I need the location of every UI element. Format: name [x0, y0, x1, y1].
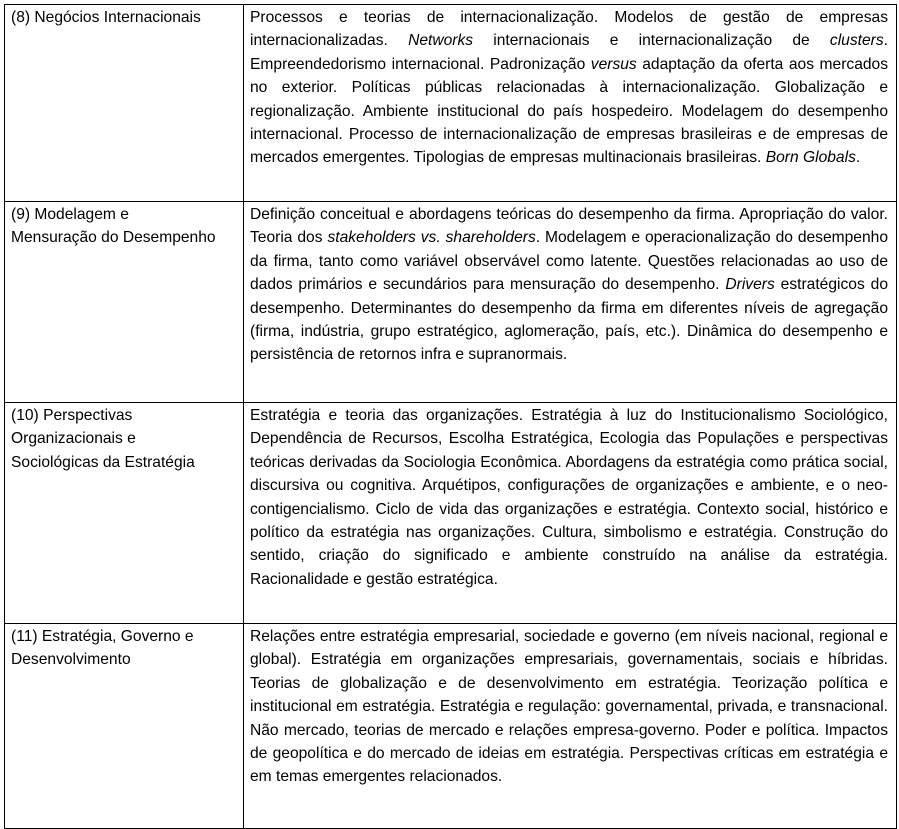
description-italic-term: Drivers	[725, 276, 775, 294]
topics-table	[4, 4, 897, 829]
area-title-line: Mensuração do Desempenho	[11, 229, 216, 247]
description-text: estratégicos do desempenho. Determinantes do desempenho da firma em diferentes níveis de agregação (firma, indústria, grupo estratégico, aglomeração, país, etc.). Dinâmica do desempenho e persistência de retornos infra e supranormais.	[250, 276, 888, 364]
table-row	[5, 624, 897, 829]
description-text: . Empreendedorismo internacional. Padronização	[250, 32, 888, 73]
area-title-line: (9) Modelagem e	[11, 206, 129, 223]
area-cell	[5, 5, 244, 202]
area-title-line: Sociológicas da Estratégia	[11, 453, 195, 471]
description-italic-term: stakeholders vs. shareholders	[327, 229, 536, 247]
description-text: Processos e teorias de internacionalização. Modelos de gestão de empresas internacionalizadas.	[250, 9, 888, 50]
description-text: Definição conceitual e abordagens teóricas do desempenho da firma. Apropriação do valor. Teoria dos	[250, 206, 888, 247]
description-text: Estratégia e teoria das organizações. Estratégia à luz do Institucionalismo Sociológico, Dependência de Recursos, Escolha Estratégica, Ecologia das Populações e perspectivas teóricas derivadas da Sociologia Econômica. Abordagens da estratégia como prática social, discursiva ou cognitiva. Arquétipos, configurações de organizações e ambiente, e o neo-contigencialismo. Ciclo de vida das organizações e estratégia. Contexto social, histórico e político da estratégia nas organizações. Cultura, simbolismo e estratégia. Construção do sentido, criação do significado e ambiente construído na análise da estratégia. Racionalidade e gestão estratégica.	[250, 407, 888, 588]
description-italic-term: Networks	[408, 32, 474, 50]
description-text: Relações entre estratégia empresarial, sociedade e governo (em níveis nacional, regional e global). Estratégia em organizações empresariais, governamentais, sociais e híbridas. Teorias de globalização e de desenvolvimento em estratégia. Teorização política e institucional em estratégia. Estratégia e regulação: governamental, privada, e transnacional. Não mercado, teorias de mercado e relações empresa-governo. Poder e política. Impactos de geopolítica e do mercado de ideias em estratégia. Perspectivas críticas em estratégia e em temas emergentes relacionados.	[250, 628, 888, 786]
area-title-line: Organizacionais e	[11, 430, 136, 448]
description-italic-term: versus	[590, 55, 637, 73]
area-title-line: (8) Negócios Internacionais	[11, 9, 201, 26]
description-text: adaptação da oferta aos mercados no exterior. Políticas públicas relacionadas à internacionalização. Globalização e regionalização. Ambiente institucional do país hospedeiro. Modelagem do desempenho internacional. Processo de internacionalização de empresas brasileiras e de empresas de mercados emergentes. Tipologias de empresas multinacionais brasileiras.	[250, 55, 889, 167]
description-cell	[244, 403, 897, 624]
table-row	[5, 5, 897, 202]
table-row	[5, 202, 897, 403]
area-title-line: (11) Estratégia, Governo e	[11, 628, 194, 645]
description-italic-term: Born Globals	[765, 149, 856, 167]
area-title-line: Desenvolvimento	[11, 651, 131, 669]
area-cell	[5, 624, 244, 829]
description-cell	[244, 624, 897, 829]
description-italic-term: clusters	[829, 32, 884, 50]
area-title-line: (10) Perspectivas	[11, 407, 133, 424]
description-text: .	[855, 149, 861, 167]
description-cell	[244, 5, 897, 202]
description-text: internacionais e internacionalização de	[473, 32, 830, 50]
description-cell	[244, 202, 897, 403]
area-cell	[5, 202, 244, 403]
area-cell	[5, 403, 244, 624]
description-text: . Modelagem e operacionalização do desempenho da firma, tanto como variável observável como latente. Questões relacionadas ao uso de dados primários e secundários para mensuração do desempenho.	[250, 229, 888, 294]
table-row	[5, 403, 897, 624]
